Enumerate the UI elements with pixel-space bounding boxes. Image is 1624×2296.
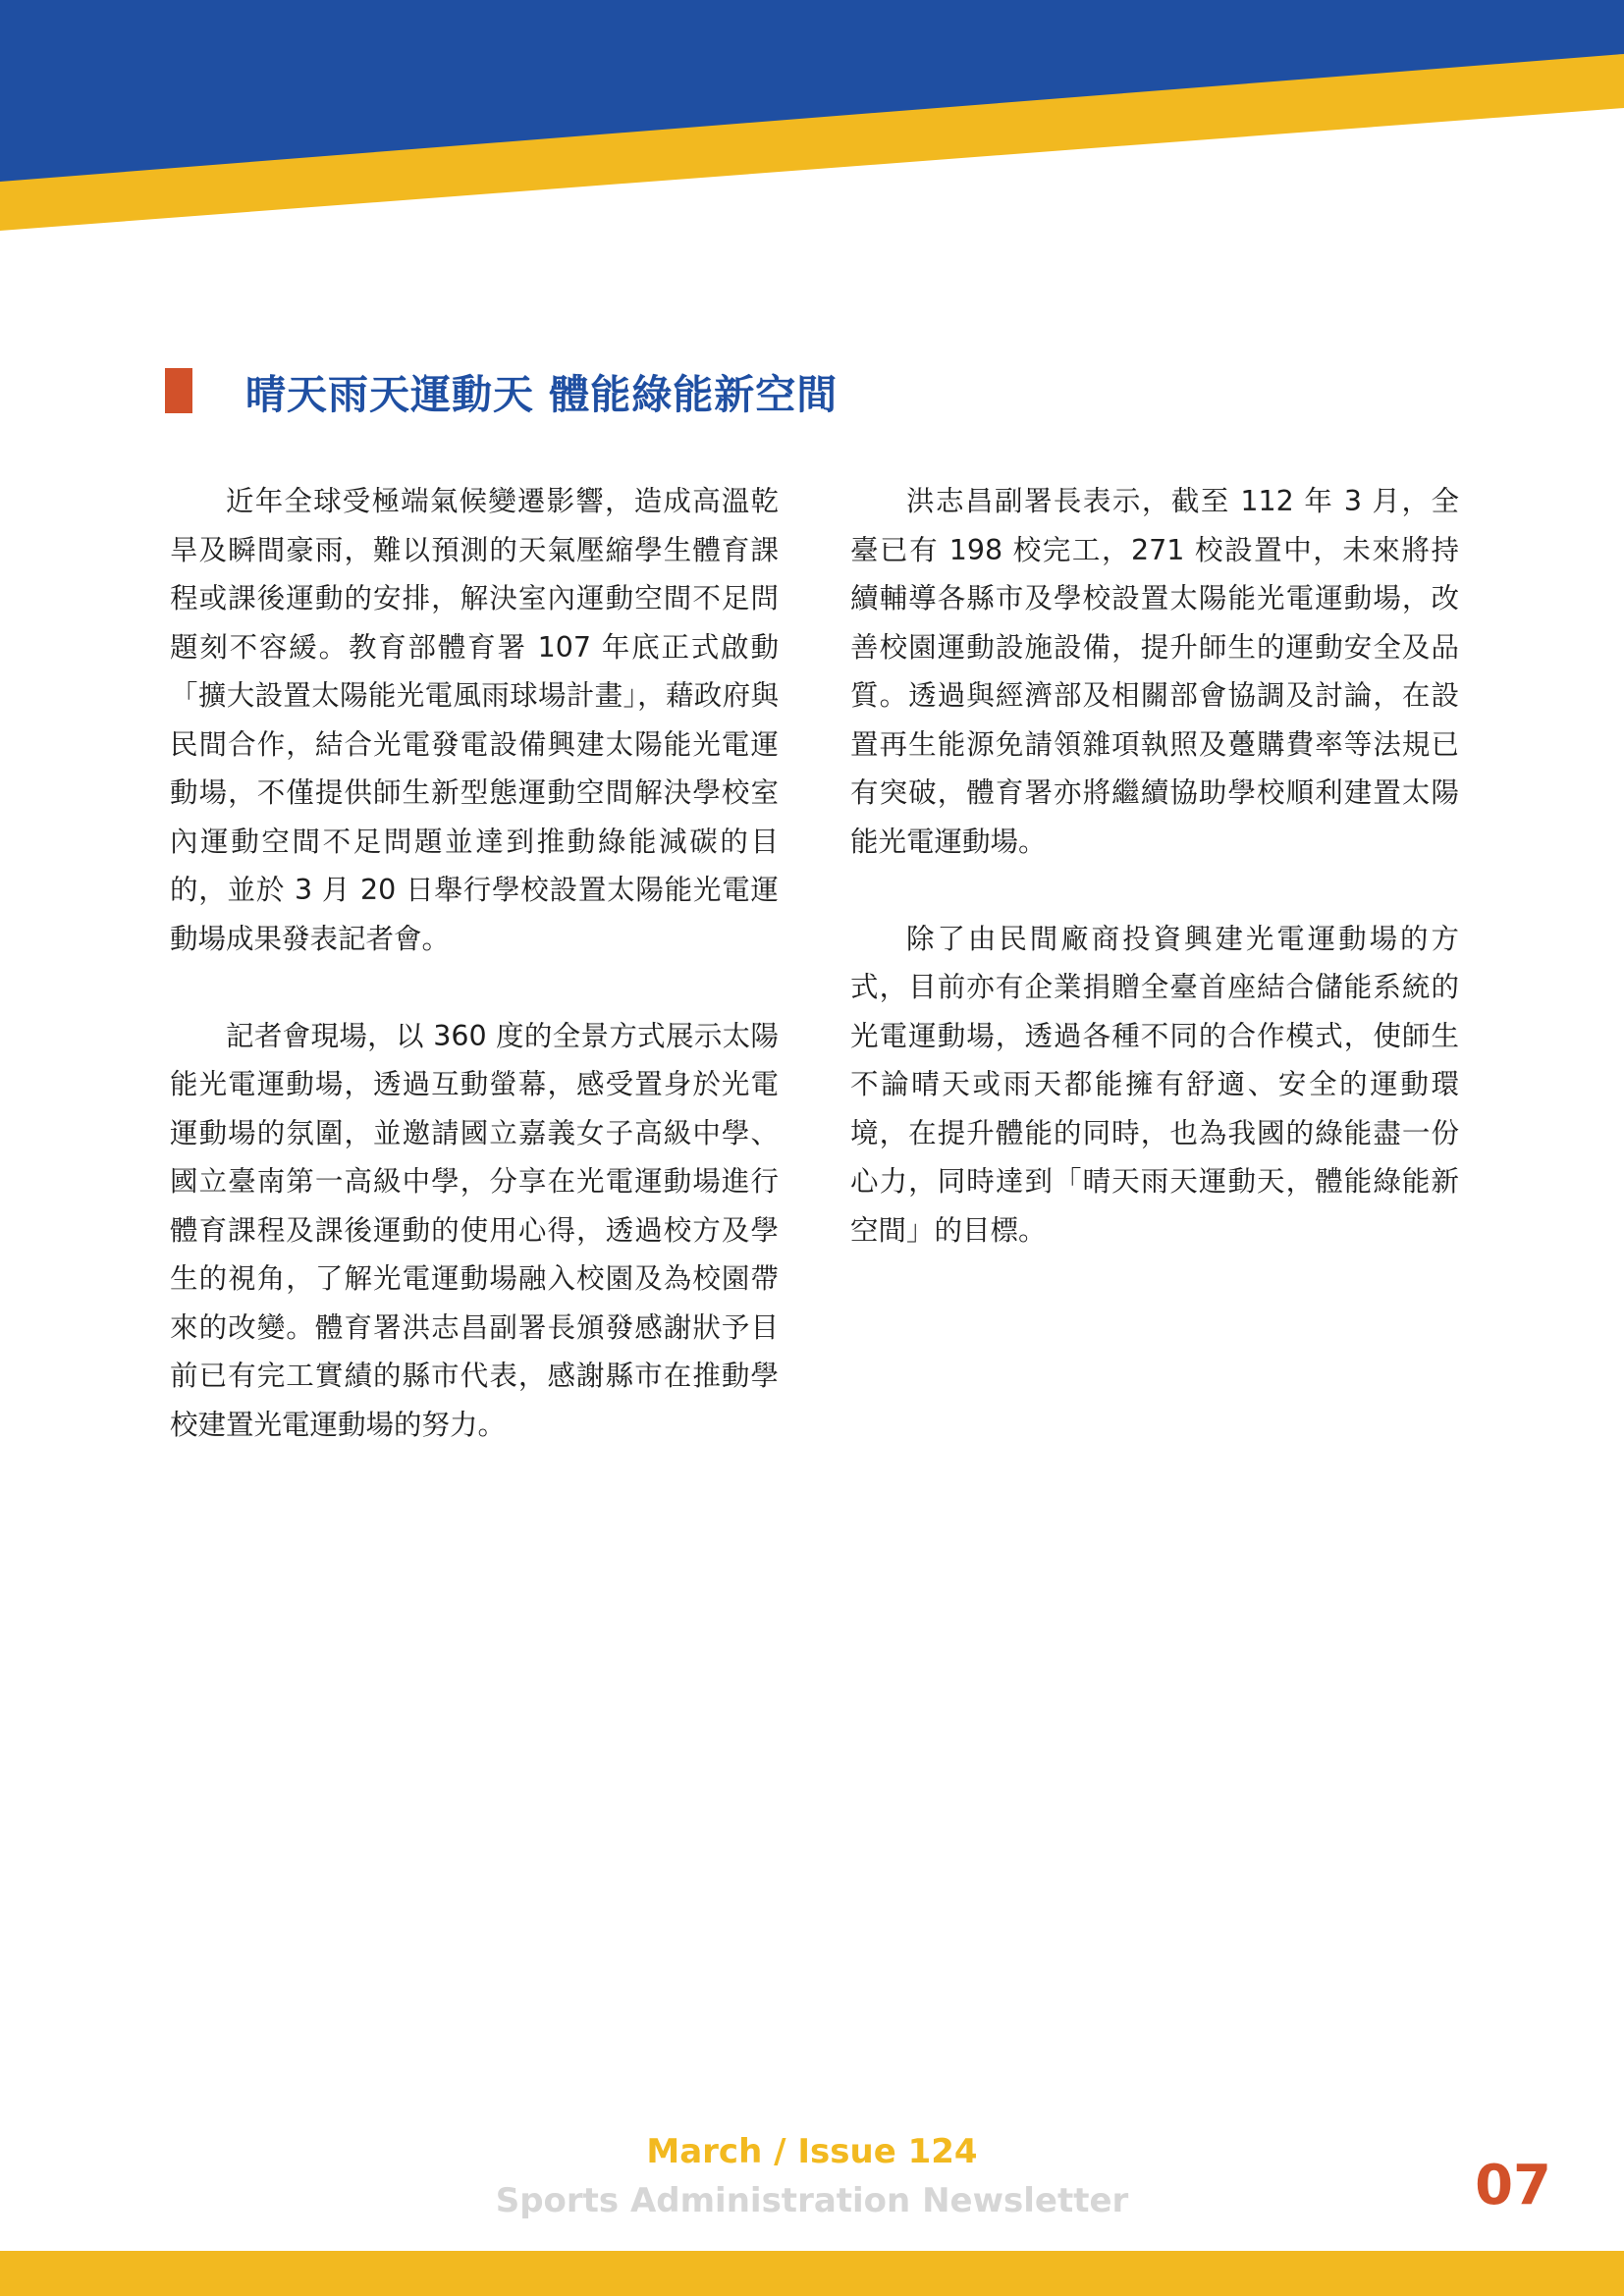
right-column [850,477,1459,1304]
article-title: 晴天雨天運動天 體能綠能新空間 [245,370,839,418]
paragraph: 記者會現場，以 360 度的全景方式展示太陽能光電運動場，透過互動螢幕，感受置身於光電運動場的氛圍，並邀請國立嘉義女子高級中學、國立臺南第一高級中學，分享在光電運動場進行體育課程及課後運動的使用心得，透過校方及學生的視角，了解光電運動場融入校園及為校園帶來的改變。體育署洪志昌副署長頒發感謝狀予目前已有完工實績的縣市代表，感謝縣市在推動學校建置光電運動場的努力。 [170,1019,779,1441]
page-number: 07 [1475,2154,1551,2217]
footer-issue: March / Issue 124 [646,2132,978,2171]
paragraph: 近年全球受極端氣候變遷影響，造成高溫乾旱及瞬間豪雨，難以預測的天氣壓縮學生體育課程或課後運動的安排，解決室內運動空間不足問題刻不容緩。教育部體育署 107 年底正式啟動「擴大設置太陽能光電風雨球場計畫」，藉政府與民間合作，結合光電發電設備興建太陽能光電運動場，不僅提供師生新型態運動空間解決學校室內運動空間不足問題並達到推動綠能減碳的目的，並於 3 月 20 日舉行學校設置太陽能光電運動場成果發表記者會。 [170,485,779,955]
heading-marker [165,368,192,413]
paragraph: 洪志昌副署長表示，截至 112 年 3 月，全臺已有 198 校完工，271 校設置中，未來將持續輔導各縣市及學校設置太陽能光電運動場，改善校園運動設施設備，提升師生的運動安全及品質。透過與經濟部及相關部會協調及討論，在設置再生能源免請領雜項執照及躉購費率等法規已有突破，體育署亦將繼續協助學校順利建置太陽能光電運動場。 [850,485,1459,858]
paragraph: 除了由民間廠商投資興建光電運動場的方式，目前亦有企業捐贈全臺首座結合儲能系統的光電運動場，透過各種不同的合作模式，使師生不論晴天或雨天都能擁有舒適、安全的運動環境，在提升體能的同時，也為我國的綠能盡一份心力，同時達到「晴天雨天運動天，體能綠能新空間」的目標。 [850,922,1459,1247]
footer-bar [0,2251,1624,2296]
footer-publication-name: Sports Administration Newsletter [495,2181,1129,2220]
article-heading [165,365,838,416]
header-banner [0,0,1624,255]
left-column [170,477,779,1498]
